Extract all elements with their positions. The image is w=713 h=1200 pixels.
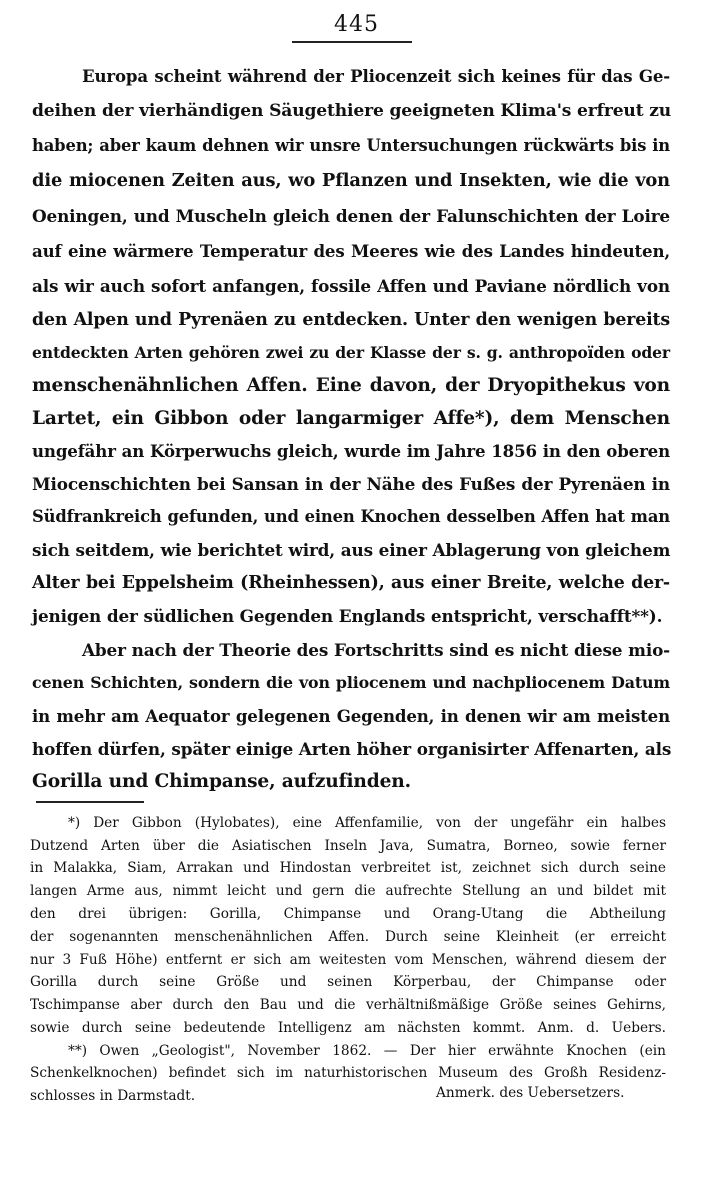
footnote-rule: [36, 801, 144, 803]
page-number: 445: [334, 12, 379, 37]
text-line: hoffen dürfen, später einige Arten höher organisirter Affenarten, als: [32, 739, 672, 759]
text-line: haben; aber kaum dehnen wir unsre Untersuchungen rückwärts bis in: [32, 136, 670, 155]
footnote-line: Tschimpanse aber durch den Bau und die verhältnißmäßige Größe seines Gehirns,: [30, 997, 666, 1013]
footnote-line: Dutzend Arten über die Asiatischen Inseln Java, Sumatra, Borneo, sowie ferner: [30, 838, 666, 854]
text-line: Alter bei Eppelsheim (Rheinhessen), aus einer Breite, welche der-: [32, 573, 670, 593]
text-line: Gorilla und Chimpanse, aufzufinden.: [32, 771, 411, 792]
text-line: Lartet, ein Gibbon oder langarmiger Affe*), dem Menschen: [32, 408, 670, 429]
footnote-line: in Malakka, Siam, Arrakan und Hindostan verbreitet ist, zeichnet sich durch seine: [30, 860, 666, 876]
text-line: ungefähr an Körperwuchs gleich, wurde im Jahre 1856 in den oberen: [32, 441, 670, 461]
footnote-line: langen Arme aus, nimmt leicht und gern die aufrechte Stellung an und bildet mit: [30, 883, 666, 899]
text-line: Südfrankreich gefunden, und einen Knochen desselben Affen hat man: [32, 507, 670, 526]
text-line: Aber nach der Theorie des Fortschritts sind es nicht diese mio-: [82, 640, 670, 660]
footnote-line: sowie durch seine bedeutende Intelligenz am nächsten kommt. Anm. d. Uebers.: [30, 1020, 666, 1036]
text-line: Oeningen, und Muscheln gleich denen der Falunschichten der Loire: [32, 206, 670, 226]
text-line: jenigen der südlichen Gegenden Englands entspricht, verschafft**).: [32, 606, 663, 626]
text-line: Miocenschichten bei Sansan in der Nähe des Fußes der Pyrenäen in: [32, 474, 670, 494]
text-line: den Alpen und Pyrenäen zu entdecken. Unter den wenigen bereits: [32, 310, 670, 330]
footnote-signature: Anmerk. des Uebersetzers.: [436, 1085, 625, 1101]
text-line: als wir auch sofort anfangen, fossile Affen und Paviane nördlich von: [32, 276, 670, 296]
footnote-line: schlosses in Darmstadt.: [30, 1088, 196, 1104]
footnote-line: Gorilla durch seine Größe und seinen Körperbau, der Chimpanse oder: [30, 974, 666, 990]
footnote-line: nur 3 Fuß Höhe) entfernt er sich am weitesten vom Menschen, während diesem der: [30, 952, 666, 968]
text-line: entdeckten Arten gehören zwei zu der Klasse der s. g. anthropoïden oder: [32, 343, 670, 362]
header-rule: [292, 41, 412, 43]
text-line: cenen Schichten, sondern die von pliocenem und nachpliocenem Datum: [32, 673, 670, 692]
text-line: die miocenen Zeiten aus, wo Pflanzen und Insekten, wie die von: [32, 170, 670, 191]
text-line: menschenähnlichen Affen. Eine davon, der Dryopithekus von: [32, 375, 670, 396]
footnote-line: **) Owen „Geologist", November 1862. — Der hier erwähnte Knochen (ein: [68, 1043, 666, 1059]
text-line: deihen der vierhändigen Säugethiere geeigneten Klima's erfreut zu: [32, 101, 672, 121]
footnote-line: den drei übrigen: Gorilla, Chimpanse und Orang-Utang die Abtheilung: [30, 906, 666, 922]
footnote-line: Schenkelknochen) befindet sich im naturhistorischen Museum des Großh Residenz-: [30, 1065, 666, 1081]
text-line: sich seitdem, wie berichtet wird, aus einer Ablagerung von gleichem: [32, 540, 671, 560]
footnote-line: *) Der Gibbon (Hylobates), eine Affenfamilie, von der ungefähr ein halbes: [68, 815, 666, 831]
text-line: Europa scheint während der Pliocenzeit sich keines für das Ge-: [82, 66, 670, 86]
text-line: in mehr am Aequator gelegenen Gegenden, in denen wir am meisten: [32, 706, 670, 726]
footnote-line: der sogenannten menschenähnlichen Affen. Durch seine Kleinheit (er erreicht: [30, 929, 666, 945]
text-line: auf eine wärmere Temperatur des Meeres wie des Landes hindeuten,: [32, 241, 670, 261]
